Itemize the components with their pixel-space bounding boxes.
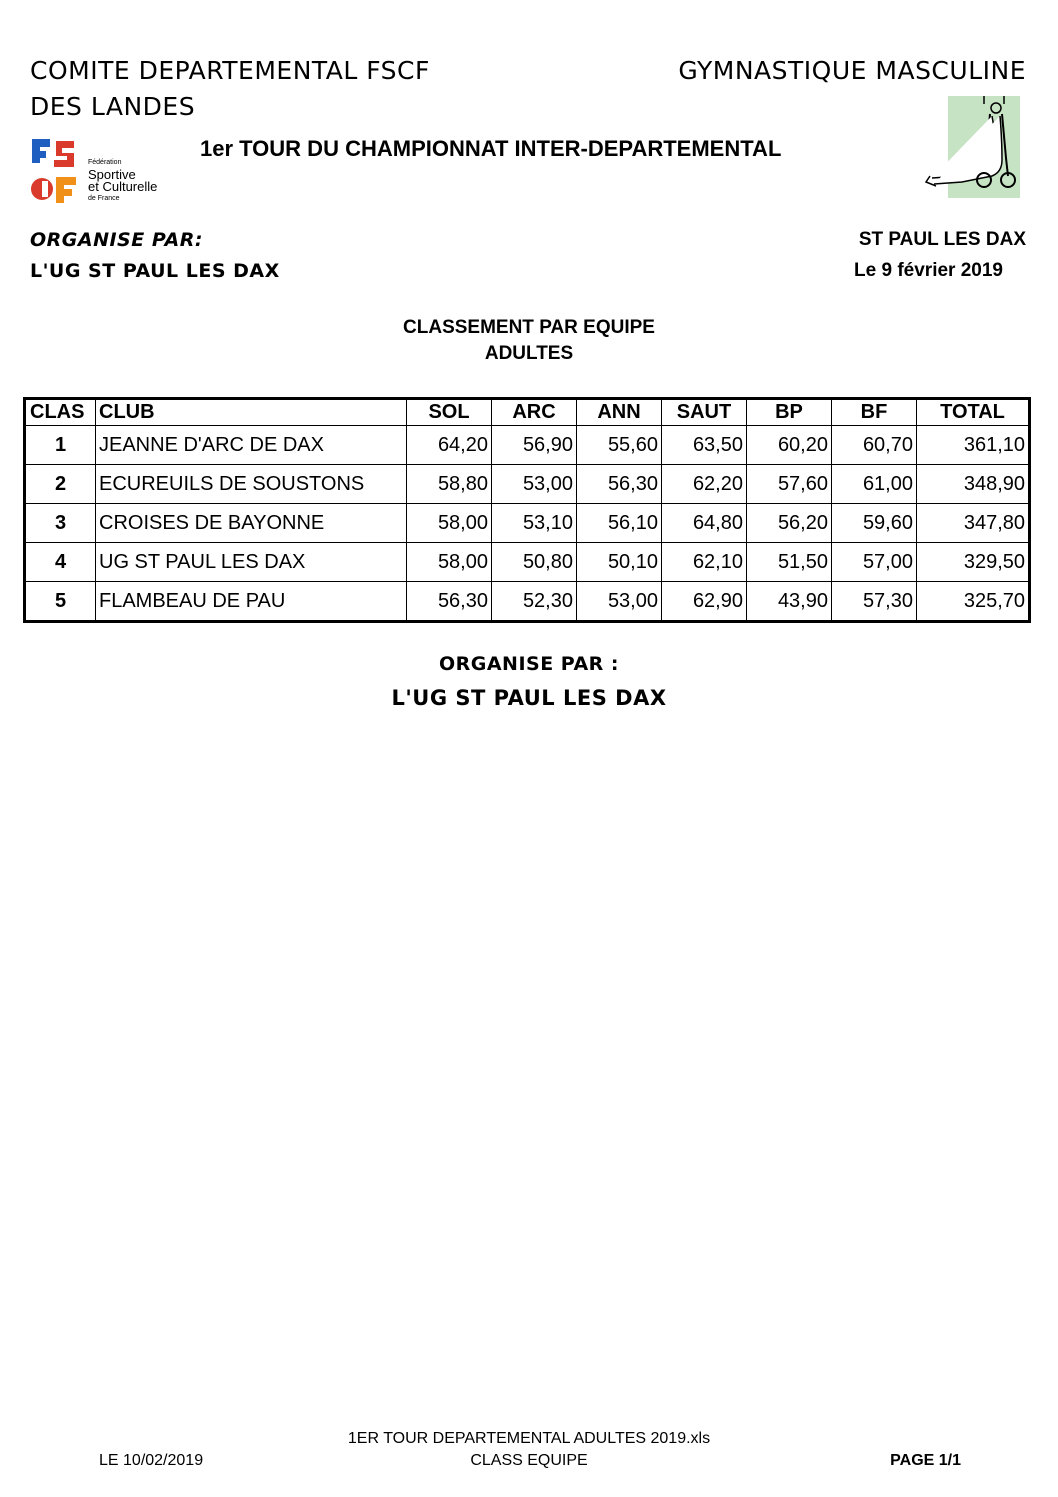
- cell-total: 348,90: [917, 465, 1030, 504]
- cell-rank: 1: [25, 426, 96, 465]
- header-saut: SAUT: [662, 399, 747, 426]
- cell-saut: 62,10: [662, 543, 747, 582]
- venue: ST PAUL LES DAX: [858, 229, 1026, 250]
- fscf-logo: [30, 137, 180, 207]
- cell-sol: 64,20: [407, 426, 492, 465]
- header-bf: BF: [832, 399, 917, 426]
- cell-bp: 43,90: [747, 582, 832, 622]
- cell-bf: 57,00: [832, 543, 917, 582]
- event-date: Le 9 février 2019: [854, 260, 1003, 281]
- table-row: [25, 504, 1030, 543]
- section-subtitle: ADULTES: [484, 343, 574, 364]
- cell-saut: 62,90: [662, 582, 747, 622]
- footer-file-name: 1ER TOUR DEPARTEMENTAL ADULTES 2019.xls: [347, 1430, 711, 1447]
- logo-text-line: de France: [88, 195, 120, 202]
- organization-region: DES LANDES: [30, 92, 196, 121]
- table-row: [25, 426, 1030, 465]
- cell-rank: 3: [25, 504, 96, 543]
- cell-saut: 62,20: [662, 465, 747, 504]
- event-title: 1er TOUR DU CHAMPIONNAT INTER-DEPARTEMENTAL: [200, 136, 782, 161]
- cell-arc: 56,90: [492, 426, 577, 465]
- table-header-row: [25, 399, 1030, 426]
- cell-saut: 64,80: [662, 504, 747, 543]
- fscf-logo-icon: [30, 137, 86, 207]
- header-sol: SOL: [407, 399, 492, 426]
- cell-bp: 56,20: [747, 504, 832, 543]
- header-arc: ARC: [492, 399, 577, 426]
- footer-organised-by-label: ORGANISE PAR :: [438, 653, 620, 675]
- gymnast-rings-illustration: [922, 96, 1022, 198]
- cell-saut: 63,50: [662, 426, 747, 465]
- cell-total: 325,70: [917, 582, 1030, 622]
- logo-text-line: Sportive: [88, 167, 136, 182]
- cell-arc: 50,80: [492, 543, 577, 582]
- cell-arc: 52,30: [492, 582, 577, 622]
- cell-club: ECUREUILS DE SOUSTONS: [96, 465, 407, 504]
- header-bp: BP: [747, 399, 832, 426]
- cell-bf: 59,60: [832, 504, 917, 543]
- footer-organising-club: L'UG ST PAUL LES DAX: [391, 686, 667, 710]
- header-ann: ANN: [577, 399, 662, 426]
- cell-ann: 56,10: [577, 504, 662, 543]
- cell-sol: 58,00: [407, 543, 492, 582]
- footer-print-date: LE 10/02/2019: [99, 1452, 204, 1469]
- discipline-title: GYMNASTIQUE MASCULINE: [678, 56, 1026, 85]
- team-ranking-table: [23, 397, 1031, 623]
- header-club: CLUB: [96, 399, 407, 426]
- section-title: CLASSEMENT PAR EQUIPE: [403, 317, 655, 338]
- cell-total: 361,10: [917, 426, 1030, 465]
- cell-sol: 58,00: [407, 504, 492, 543]
- footer-page-number: PAGE 1/1: [890, 1452, 961, 1469]
- cell-bp: 60,20: [747, 426, 832, 465]
- cell-arc: 53,10: [492, 504, 577, 543]
- organization-name: COMITE DEPARTEMENTAL FSCF: [30, 56, 430, 85]
- table-row: [25, 582, 1030, 622]
- organising-club: L'UG ST PAUL LES DAX: [30, 260, 280, 282]
- logo-text-line: Fédération: [88, 159, 122, 166]
- cell-club: CROISES DE BAYONNE: [96, 504, 407, 543]
- table-row: [25, 543, 1030, 582]
- cell-club: JEANNE D'ARC DE DAX: [96, 426, 407, 465]
- logo-text: [88, 157, 157, 205]
- cell-ann: 53,00: [577, 582, 662, 622]
- cell-bp: 51,50: [747, 543, 832, 582]
- cell-bf: 61,00: [832, 465, 917, 504]
- logo-text-line: et Culturelle: [88, 179, 158, 194]
- organised-by-label: ORGANISE PAR:: [30, 229, 203, 251]
- cell-bp: 57,60: [747, 465, 832, 504]
- cell-rank: 5: [25, 582, 96, 622]
- cell-ann: 55,60: [577, 426, 662, 465]
- footer-sheet-name: CLASS EQUIPE: [470, 1452, 588, 1469]
- gymnast-rings-icon: [922, 96, 1022, 198]
- cell-bf: 60,70: [832, 426, 917, 465]
- cell-rank: 4: [25, 543, 96, 582]
- cell-club: FLAMBEAU DE PAU: [96, 582, 407, 622]
- cell-sol: 56,30: [407, 582, 492, 622]
- cell-ann: 50,10: [577, 543, 662, 582]
- header-total: TOTAL: [917, 399, 1030, 426]
- cell-club: UG ST PAUL LES DAX: [96, 543, 407, 582]
- table-row: [25, 465, 1030, 504]
- cell-bf: 57,30: [832, 582, 917, 622]
- cell-rank: 2: [25, 465, 96, 504]
- cell-total: 329,50: [917, 543, 1030, 582]
- cell-total: 347,80: [917, 504, 1030, 543]
- cell-sol: 58,80: [407, 465, 492, 504]
- header-rank: CLAS: [25, 399, 96, 426]
- cell-ann: 56,30: [577, 465, 662, 504]
- cell-arc: 53,00: [492, 465, 577, 504]
